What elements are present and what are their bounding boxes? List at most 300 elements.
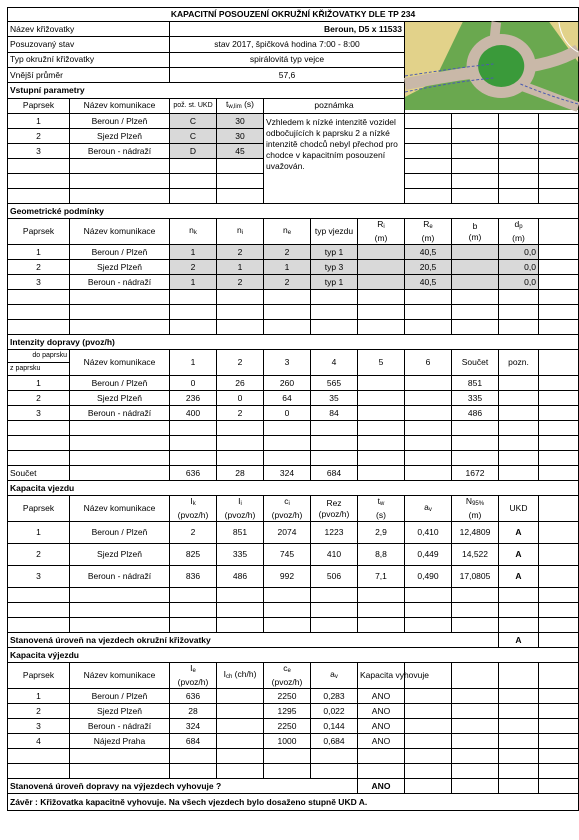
empty-cell — [264, 764, 311, 779]
empty-cell — [539, 704, 579, 719]
empty-cell — [499, 421, 539, 436]
empty-cell — [264, 436, 311, 451]
empty-cell — [217, 764, 264, 779]
empty-cell — [217, 189, 264, 204]
info-label: Vnější průměr — [8, 67, 170, 82]
empty-cell — [264, 588, 311, 603]
table-cell: 2,9 — [358, 522, 405, 544]
empty-cell — [217, 320, 264, 335]
empty-cell — [452, 603, 499, 618]
empty-cell — [539, 159, 579, 174]
table-cell — [405, 391, 452, 406]
empty-cell — [405, 779, 452, 794]
col-header: av — [311, 663, 358, 689]
empty-cell — [264, 603, 311, 618]
table-cell — [452, 245, 499, 260]
empty-cell — [452, 305, 499, 320]
empty-cell — [217, 305, 264, 320]
table-cell: 2250 — [264, 719, 311, 734]
sum-label: Součet — [8, 466, 70, 481]
table-cell: 12,4809 — [452, 522, 499, 544]
empty-cell — [499, 305, 539, 320]
empty-cell — [170, 764, 217, 779]
empty-cell — [499, 406, 539, 421]
empty-cell — [311, 320, 358, 335]
table-cell: Beroun - nádraží — [70, 566, 170, 588]
empty-cell — [170, 305, 217, 320]
col-header: Název komunikace — [70, 496, 170, 522]
sum-cell: 684 — [311, 466, 358, 481]
empty-cell — [358, 749, 405, 764]
col-header: ci (pvoz/h) — [264, 496, 311, 522]
empty-cell — [358, 603, 405, 618]
table-cell: 2 — [170, 522, 217, 544]
table-cell: 2 — [8, 260, 70, 275]
table-cell: Beroun - nádraží — [70, 406, 170, 421]
empty-cell — [539, 320, 579, 335]
empty-cell — [499, 159, 539, 174]
empty-cell — [70, 320, 170, 335]
table-cell: 1 — [8, 114, 70, 129]
roundabout-map — [405, 22, 579, 114]
table-cell: ANO — [358, 734, 405, 749]
empty-cell — [405, 719, 452, 734]
empty-cell — [264, 421, 311, 436]
table-cell: Beroun / Plzeň — [70, 376, 170, 391]
empty-cell — [405, 451, 452, 466]
empty-cell — [499, 734, 539, 749]
empty-cell — [499, 466, 539, 481]
table-cell: 2 — [217, 406, 264, 421]
empty-cell — [499, 603, 539, 618]
empty-cell — [311, 305, 358, 320]
empty-cell — [8, 436, 70, 451]
table-cell: 0,144 — [311, 719, 358, 734]
empty-cell — [170, 588, 217, 603]
table-cell: 992 — [264, 566, 311, 588]
table-cell: 1 — [8, 376, 70, 391]
col-header: Součet — [452, 350, 499, 376]
empty-cell — [217, 421, 264, 436]
table-cell: Sjezd Plzeň — [70, 704, 170, 719]
table-cell: Sjezd Plzeň — [70, 391, 170, 406]
empty-cell — [70, 189, 170, 204]
col-header: Ik (pvoz/h) — [170, 496, 217, 522]
sum-total: 1672 — [452, 466, 499, 481]
table-cell: 1 — [264, 260, 311, 275]
section-title: Vstupní parametry — [8, 83, 405, 98]
col-header: 6 — [405, 350, 452, 376]
table-cell: Beroun - nádraží — [70, 275, 170, 290]
empty-cell — [405, 704, 452, 719]
conclusion-text: Závěr : Křižovatka kapacitně vyhovuje. Na všech vjezdech bylo dosaženo stupně UKD A. — [8, 794, 579, 811]
empty-cell — [499, 704, 539, 719]
table-cell: Sjezd Plzeň — [70, 544, 170, 566]
info-value: stav 2017, špičková hodina 7:00 - 8:00 — [170, 37, 405, 52]
table-cell: D — [170, 144, 217, 159]
empty-cell — [217, 689, 264, 704]
empty-cell — [170, 749, 217, 764]
empty-cell — [539, 144, 579, 159]
col-header: UKD — [499, 496, 539, 522]
empty-cell — [452, 734, 499, 749]
table-cell: 2250 — [264, 689, 311, 704]
table-cell: 636 — [170, 689, 217, 704]
table-cell: Nájezd Praha — [70, 734, 170, 749]
empty-cell — [70, 290, 170, 305]
empty-cell — [539, 764, 579, 779]
empty-cell — [452, 749, 499, 764]
col-header: 5 — [358, 350, 405, 376]
empty-cell — [170, 603, 217, 618]
table-cell: 0,022 — [311, 704, 358, 719]
col-header: Paprsek — [8, 98, 70, 113]
table-cell: typ 3 — [311, 260, 358, 275]
empty-cell — [311, 436, 358, 451]
empty-cell — [264, 451, 311, 466]
empty-cell — [539, 305, 579, 320]
empty-cell — [405, 436, 452, 451]
table-cell: 0,684 — [311, 734, 358, 749]
empty-cell — [499, 189, 539, 204]
table-cell: 1295 — [264, 704, 311, 719]
empty-cell — [539, 275, 579, 290]
empty-cell — [217, 174, 264, 189]
empty-cell — [70, 451, 170, 466]
empty-cell — [264, 749, 311, 764]
empty-cell — [217, 603, 264, 618]
empty-cell — [70, 749, 170, 764]
col-header: Ri (m) — [358, 219, 405, 245]
empty-cell — [358, 451, 405, 466]
table-cell: 0 — [170, 376, 217, 391]
table-cell: 851 — [452, 376, 499, 391]
table-cell: 1 — [170, 245, 217, 260]
col-header: Název komunikace — [70, 350, 170, 376]
empty-cell — [452, 320, 499, 335]
empty-cell — [405, 734, 452, 749]
table-cell — [452, 260, 499, 275]
empty-cell — [539, 129, 579, 144]
empty-cell — [217, 451, 264, 466]
table-cell: 40,5 — [405, 275, 452, 290]
table-cell: 410 — [311, 544, 358, 566]
empty-cell — [405, 749, 452, 764]
empty-cell — [217, 159, 264, 174]
empty-cell — [539, 376, 579, 391]
empty-cell — [539, 391, 579, 406]
table-cell: 30 — [217, 129, 264, 144]
empty-cell — [539, 749, 579, 764]
empty-cell — [264, 320, 311, 335]
col-header: ce (pvoz/h) — [264, 663, 311, 689]
empty-cell — [311, 618, 358, 633]
empty-cell — [70, 174, 170, 189]
empty-cell — [311, 451, 358, 466]
table-cell: 1 — [8, 522, 70, 544]
empty-cell — [539, 260, 579, 275]
empty-cell — [405, 689, 452, 704]
table-cell — [358, 406, 405, 421]
empty-cell — [539, 522, 579, 544]
empty-cell — [405, 421, 452, 436]
col-header: Paprsek — [8, 219, 70, 245]
empty-cell — [70, 421, 170, 436]
empty-cell — [452, 174, 499, 189]
table-cell — [452, 275, 499, 290]
empty-cell — [217, 719, 264, 734]
table-cell: 825 — [170, 544, 217, 566]
note-text: Vzhledem k nízké intenzitě vozidel odbočujících k paprsku 2 a nízké intenzitě chodců nebyl přechod pro chodce v kapacitním posouzení uvažován. — [264, 114, 405, 204]
sum-cell: 28 — [217, 466, 264, 481]
capacity-table — [7, 7, 579, 811]
empty-cell — [8, 451, 70, 466]
table-cell: 8,8 — [358, 544, 405, 566]
col-header: b (m) — [452, 219, 499, 245]
empty-cell — [452, 129, 499, 144]
table-cell: 2 — [8, 391, 70, 406]
sum-cell — [405, 466, 452, 481]
col-header: 1 — [170, 350, 217, 376]
empty-cell — [358, 618, 405, 633]
capacity-sheet — [7, 7, 558, 827]
empty-cell — [539, 421, 579, 436]
empty-cell — [170, 618, 217, 633]
empty-cell — [539, 290, 579, 305]
col-header: 2 — [217, 350, 264, 376]
col-header: Re (m) — [405, 219, 452, 245]
empty-cell — [8, 749, 70, 764]
empty-cell — [499, 144, 539, 159]
empty-cell — [405, 588, 452, 603]
summary-value: A — [499, 633, 539, 648]
empty-cell — [70, 159, 170, 174]
empty-cell — [311, 764, 358, 779]
ukd-badge: A — [499, 522, 539, 544]
info-value: spirálovitá typ vejce — [170, 52, 405, 67]
info-label: Posuzovaný stav — [8, 37, 170, 52]
empty-cell — [499, 436, 539, 451]
empty-cell — [217, 749, 264, 764]
table-cell: 1000 — [264, 734, 311, 749]
empty-cell — [499, 114, 539, 129]
table-cell: 0 — [217, 391, 264, 406]
empty-cell — [405, 144, 452, 159]
empty-cell — [539, 779, 579, 794]
empty-cell — [405, 603, 452, 618]
table-cell: 0,0 — [499, 260, 539, 275]
table-cell: 3 — [8, 275, 70, 290]
table-cell: 0,0 — [499, 245, 539, 260]
empty-cell — [405, 320, 452, 335]
table-cell: Beroun / Plzeň — [70, 689, 170, 704]
table-cell — [358, 245, 405, 260]
col-header: 4 — [311, 350, 358, 376]
empty-cell — [499, 451, 539, 466]
empty-cell — [217, 588, 264, 603]
table-cell: 64 — [264, 391, 311, 406]
table-cell: 1 — [170, 275, 217, 290]
empty-cell — [452, 689, 499, 704]
empty-cell — [405, 290, 452, 305]
col-header: N95% (m) — [452, 496, 499, 522]
empty-cell — [539, 689, 579, 704]
table-cell: Sjezd Plzeň — [70, 260, 170, 275]
col-header: poznámka — [264, 98, 405, 113]
col-header: av — [405, 496, 452, 522]
empty-cell — [452, 159, 499, 174]
empty-cell — [170, 174, 217, 189]
empty-cell — [8, 421, 70, 436]
col-header: Název komunikace — [70, 663, 170, 689]
empty-cell — [8, 588, 70, 603]
empty-cell — [8, 159, 70, 174]
col-header: pož. st. UKD — [170, 98, 217, 113]
table-cell: 0,0 — [499, 275, 539, 290]
empty-cell — [539, 406, 579, 421]
table-cell: ANO — [358, 704, 405, 719]
empty-cell — [8, 603, 70, 618]
col-header: Ie (pvoz/h) — [170, 663, 217, 689]
table-cell: 1223 — [311, 522, 358, 544]
table-cell: 0,449 — [405, 544, 452, 566]
empty-cell — [70, 588, 170, 603]
table-cell: 0,410 — [405, 522, 452, 544]
table-cell: 28 — [170, 704, 217, 719]
table-cell: 565 — [311, 376, 358, 391]
empty-cell — [539, 350, 579, 376]
empty-cell — [70, 305, 170, 320]
table-cell: 3 — [8, 406, 70, 421]
empty-cell — [452, 114, 499, 129]
info-value: 57,6 — [170, 67, 405, 82]
empty-cell — [452, 144, 499, 159]
col-header: Ii (pvoz/h) — [217, 496, 264, 522]
empty-cell — [170, 421, 217, 436]
empty-cell — [539, 734, 579, 749]
empty-cell — [539, 633, 579, 648]
summary-label: Stanovená úroveň dopravy na výjezdech vyhovuje ? — [8, 779, 358, 794]
empty-cell — [539, 174, 579, 189]
col-header: 3 — [264, 350, 311, 376]
empty-cell — [499, 689, 539, 704]
empty-cell — [539, 436, 579, 451]
col-header: ne — [264, 219, 311, 245]
table-cell: 486 — [217, 566, 264, 588]
empty-cell — [405, 189, 452, 204]
table-cell: 851 — [217, 522, 264, 544]
sum-cell: 324 — [264, 466, 311, 481]
empty-cell — [405, 305, 452, 320]
col-header: typ vjezdu — [311, 219, 358, 245]
table-cell: 2 — [8, 704, 70, 719]
table-cell: 3 — [8, 566, 70, 588]
summary-label: Stanovená úroveň na vjezdech okružní křižovatky — [8, 633, 499, 648]
section-title: Intenzity dopravy (pvoz/h) — [8, 335, 579, 350]
empty-cell — [539, 603, 579, 618]
table-cell: 400 — [170, 406, 217, 421]
col-header: Paprsek — [8, 496, 70, 522]
table-cell: 2074 — [264, 522, 311, 544]
col-header: nk — [170, 219, 217, 245]
empty-cell — [499, 779, 539, 794]
empty-cell — [8, 174, 70, 189]
empty-cell — [405, 618, 452, 633]
empty-cell — [217, 734, 264, 749]
table-cell — [358, 376, 405, 391]
table-cell — [405, 406, 452, 421]
col-header: Paprsek — [8, 663, 70, 689]
table-cell: C — [170, 129, 217, 144]
empty-cell — [539, 588, 579, 603]
table-cell: ANO — [358, 689, 405, 704]
empty-cell — [539, 566, 579, 588]
table-cell — [358, 391, 405, 406]
empty-cell — [8, 618, 70, 633]
table-cell: 836 — [170, 566, 217, 588]
col-header: tw,lim (s) — [217, 98, 264, 113]
info-value: Beroun, D5 x 11533 — [170, 22, 405, 37]
empty-cell — [170, 451, 217, 466]
empty-cell — [539, 245, 579, 260]
table-cell: 2 — [264, 245, 311, 260]
table-cell: 7,1 — [358, 566, 405, 588]
table-cell: 26 — [217, 376, 264, 391]
empty-cell — [452, 719, 499, 734]
table-cell: 35 — [311, 391, 358, 406]
table-cell: 1 — [217, 260, 264, 275]
table-cell: Sjezd Plzeň — [70, 129, 170, 144]
table-cell: 0 — [264, 406, 311, 421]
empty-cell — [539, 189, 579, 204]
empty-cell — [452, 779, 499, 794]
table-cell: 84 — [311, 406, 358, 421]
empty-cell — [217, 704, 264, 719]
table-cell: 236 — [170, 391, 217, 406]
table-cell: 20,5 — [405, 260, 452, 275]
table-cell: 40,5 — [405, 245, 452, 260]
table-cell: 324 — [170, 719, 217, 734]
info-label: Typ okružní křižovatky — [8, 52, 170, 67]
table-cell: 17,0805 — [452, 566, 499, 588]
empty-cell — [311, 749, 358, 764]
empty-cell — [499, 320, 539, 335]
empty-cell — [358, 588, 405, 603]
sum-cell — [358, 466, 405, 481]
summary-value: ANO — [358, 779, 405, 794]
col-header: dp (m) — [499, 219, 539, 245]
empty-cell — [499, 376, 539, 391]
sheet-title: KAPACITNÍ POSOUZENÍ OKRUŽNÍ KŘIŽOVATKY DLE TP 234 — [8, 8, 579, 22]
empty-cell — [70, 603, 170, 618]
empty-cell — [70, 466, 170, 481]
table-cell: 2 — [217, 245, 264, 260]
table-cell: 335 — [452, 391, 499, 406]
table-cell: 0,490 — [405, 566, 452, 588]
empty-cell — [170, 189, 217, 204]
empty-cell — [539, 496, 579, 522]
table-cell: 2 — [170, 260, 217, 275]
empty-cell — [499, 719, 539, 734]
table-cell: Beroun - nádraží — [70, 144, 170, 159]
ukd-badge: A — [499, 566, 539, 588]
empty-cell — [264, 290, 311, 305]
empty-cell — [264, 618, 311, 633]
table-cell: 4 — [8, 734, 70, 749]
empty-cell — [539, 544, 579, 566]
table-cell — [358, 260, 405, 275]
table-cell: typ 1 — [311, 275, 358, 290]
